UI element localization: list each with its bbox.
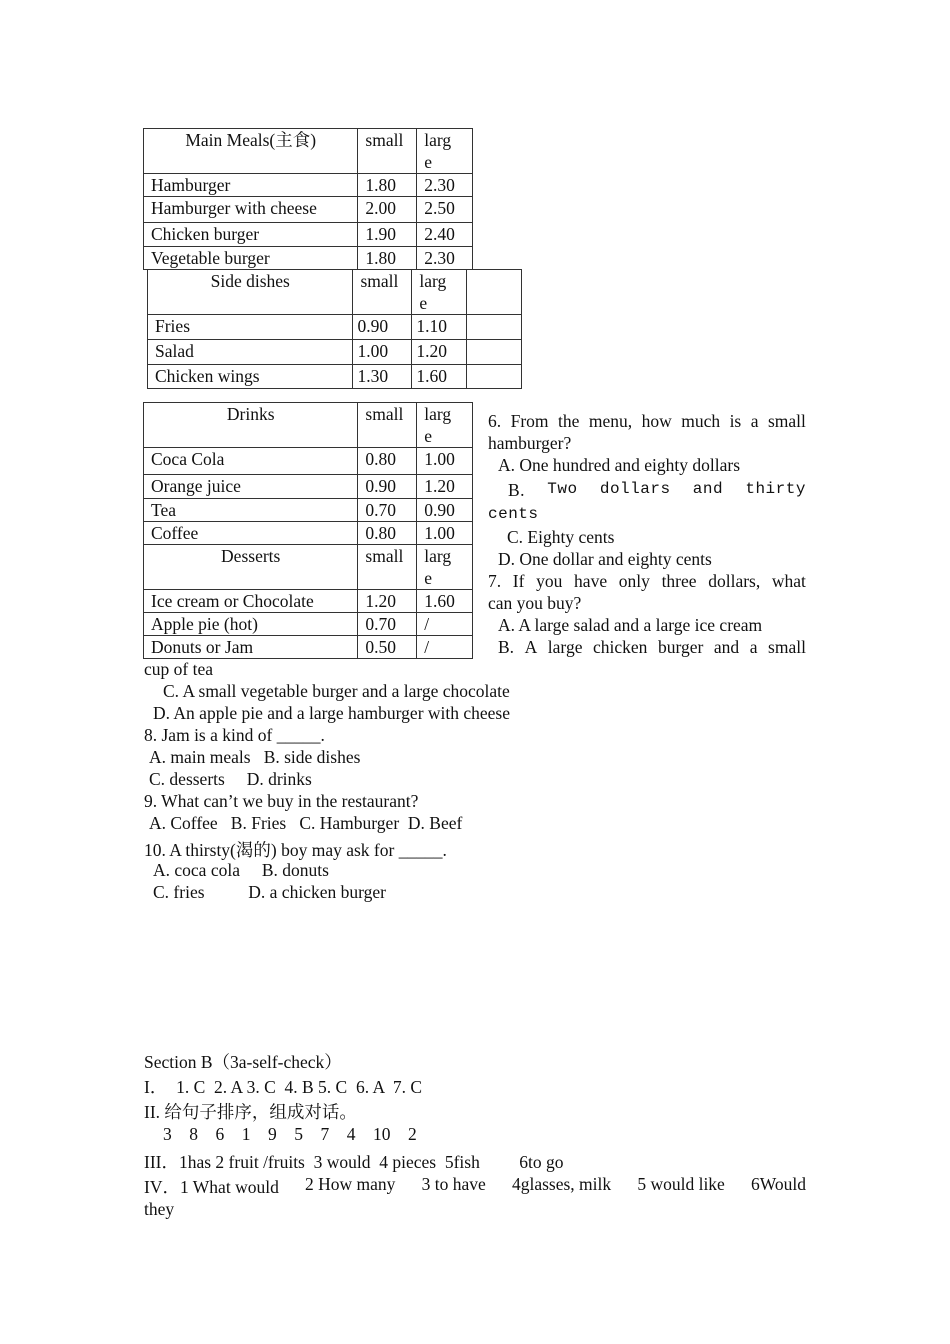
item-large-price: 2.30 xyxy=(417,174,473,197)
table-row xyxy=(144,247,473,270)
item-large-price: 1.00 xyxy=(417,448,473,475)
q7-option-b: B. A large chicken burger and a small xyxy=(498,637,806,657)
large-header: larg e xyxy=(417,403,473,448)
item-large-price: 0.90 xyxy=(417,499,473,522)
item-large-price: 1.60 xyxy=(412,365,467,389)
q6-option-c: C. Eighty cents xyxy=(507,527,615,547)
answers-part-ii-title: II. 给句子排序，组成对话。 xyxy=(144,1102,357,1122)
item-small-price: 0.70 xyxy=(358,613,417,636)
item-large-price: 1.10 xyxy=(412,315,467,340)
answers-part-iv-cont: they xyxy=(144,1199,175,1219)
drinks-desserts-table xyxy=(143,402,473,659)
item-name: Tea xyxy=(144,499,358,522)
q6-option-d: D. One dollar and eighty cents xyxy=(498,549,712,569)
item-small-price: 0.70 xyxy=(358,499,417,522)
item-name: Fries xyxy=(148,315,353,340)
q6-option-a: A. One hundred and eighty dollars xyxy=(498,455,741,475)
small-header: small xyxy=(358,129,417,174)
question-7: 7. If you have only three dollars, what xyxy=(488,571,806,591)
item-small-price: 0.50 xyxy=(358,636,417,659)
table-row xyxy=(144,522,473,545)
item-large-price: 1.20 xyxy=(417,475,473,499)
empty-cell xyxy=(467,365,522,389)
item-large-price: 2.50 xyxy=(417,197,473,223)
q9-options: A. Coffee B. Fries C. Hamburger D. Beef xyxy=(149,813,463,833)
item-name: Coffee xyxy=(144,522,358,545)
item-name: Chicken burger xyxy=(144,223,358,247)
item-small-price: 0.90 xyxy=(353,315,412,340)
table-row xyxy=(144,174,473,197)
question-9: 9. What can’t we buy in the restaurant? xyxy=(144,791,419,811)
large-header: larg e xyxy=(417,545,473,590)
item-large-price: 2.30 xyxy=(417,247,473,270)
item-small-price: 0.90 xyxy=(358,475,417,499)
item-small-price: 0.80 xyxy=(358,448,417,475)
item-name: Vegetable burger xyxy=(144,247,358,270)
answers-section-title: Section B（3a-self-check） xyxy=(144,1052,342,1072)
item-large-price: 2.40 xyxy=(417,223,473,247)
q7-option-b-cont: cup of tea xyxy=(144,659,213,679)
item-small-price: 2.00 xyxy=(358,197,417,223)
table-row xyxy=(144,448,473,475)
item-small-price: 1.30 xyxy=(353,365,412,389)
item-large-price: / xyxy=(417,636,473,659)
question-10: 10. A thirsty(渴的) boy may ask for _____. xyxy=(144,840,447,860)
item-small-price: 0.80 xyxy=(358,522,417,545)
table-row xyxy=(144,590,473,613)
item-name: Donuts or Jam xyxy=(144,636,358,659)
item-small-price: 1.20 xyxy=(358,590,417,613)
table-header-row xyxy=(144,545,473,590)
small-header: small xyxy=(353,270,412,315)
answers-part-iv: IV．1 What would 2 How many 3 to have 4glasses, milk 5 would like 6Would xyxy=(144,1174,806,1197)
item-name: Orange juice xyxy=(144,475,358,499)
table-header-row xyxy=(144,129,473,174)
q7-option-c: C. A small vegetable burger and a large chocolate xyxy=(163,681,510,701)
main-meals-title: Main Meals(主食) xyxy=(144,129,358,174)
table-row xyxy=(144,475,473,499)
question-6: 6. From the menu, how much is a small xyxy=(488,411,806,431)
side-dishes-title: Side dishes xyxy=(148,270,353,315)
item-small-price: 1.80 xyxy=(358,174,417,197)
item-name: Salad xyxy=(148,340,353,365)
question-6-cont: hamburger? xyxy=(488,433,572,453)
desserts-title: Desserts xyxy=(144,545,358,590)
q6-option-b: B. Two dollars and thirty xyxy=(508,480,806,500)
question-7-cont: can you buy? xyxy=(488,593,582,613)
answers-part-i: I． 1. C 2. A 3. C 4. B 5. C 6. A 7. C xyxy=(144,1077,423,1097)
q8-options-cd: C. desserts D. drinks xyxy=(149,769,312,789)
q6-option-b-cont: cents xyxy=(488,505,539,523)
table-row xyxy=(144,223,473,247)
item-name: Chicken wings xyxy=(148,365,353,389)
item-large-price: 1.60 xyxy=(417,590,473,613)
item-small-price: 1.00 xyxy=(353,340,412,365)
q8-options-ab: A. main meals B. side dishes xyxy=(149,747,361,767)
table-header-row xyxy=(148,270,522,315)
table-row xyxy=(144,636,473,659)
empty-cell xyxy=(467,270,522,315)
table-row xyxy=(148,315,522,340)
main-meals-table xyxy=(143,128,473,270)
item-name: Coca Cola xyxy=(144,448,358,475)
item-small-price: 1.80 xyxy=(358,247,417,270)
item-name: Ice cream or Chocolate xyxy=(144,590,358,613)
large-header: larg e xyxy=(417,129,473,174)
item-name: Apple pie (hot) xyxy=(144,613,358,636)
table-row xyxy=(144,613,473,636)
large-header: larg e xyxy=(412,270,467,315)
item-small-price: 1.90 xyxy=(358,223,417,247)
small-header: small xyxy=(358,545,417,590)
table-header-row xyxy=(144,403,473,448)
small-header: small xyxy=(358,403,417,448)
table-row xyxy=(148,340,522,365)
question-8: 8. Jam is a kind of _____. xyxy=(144,725,325,745)
item-name: Hamburger with cheese xyxy=(144,197,358,223)
q10-options-ab: A. coca cola B. donuts xyxy=(153,860,329,880)
table-row xyxy=(144,499,473,522)
drinks-title: Drinks xyxy=(144,403,358,448)
answers-part-iii: III．1has 2 fruit /fruits 3 would 4 pieces 5fish 6to go xyxy=(144,1152,564,1172)
table-row xyxy=(148,365,522,389)
q7-option-a: A. A large salad and a large ice cream xyxy=(498,615,763,635)
empty-cell xyxy=(467,315,522,340)
q10-options-cd: C. fries D. a chicken burger xyxy=(153,882,386,902)
empty-cell xyxy=(467,340,522,365)
item-large-price: / xyxy=(417,613,473,636)
item-large-price: 1.20 xyxy=(412,340,467,365)
item-name: Hamburger xyxy=(144,174,358,197)
side-dishes-table xyxy=(147,269,522,389)
item-large-price: 1.00 xyxy=(417,522,473,545)
table-row xyxy=(144,197,473,223)
answers-part-ii: 3 8 6 1 9 5 7 4 10 2 xyxy=(163,1124,417,1144)
q7-option-d: D. An apple pie and a large hamburger with cheese xyxy=(153,703,511,723)
